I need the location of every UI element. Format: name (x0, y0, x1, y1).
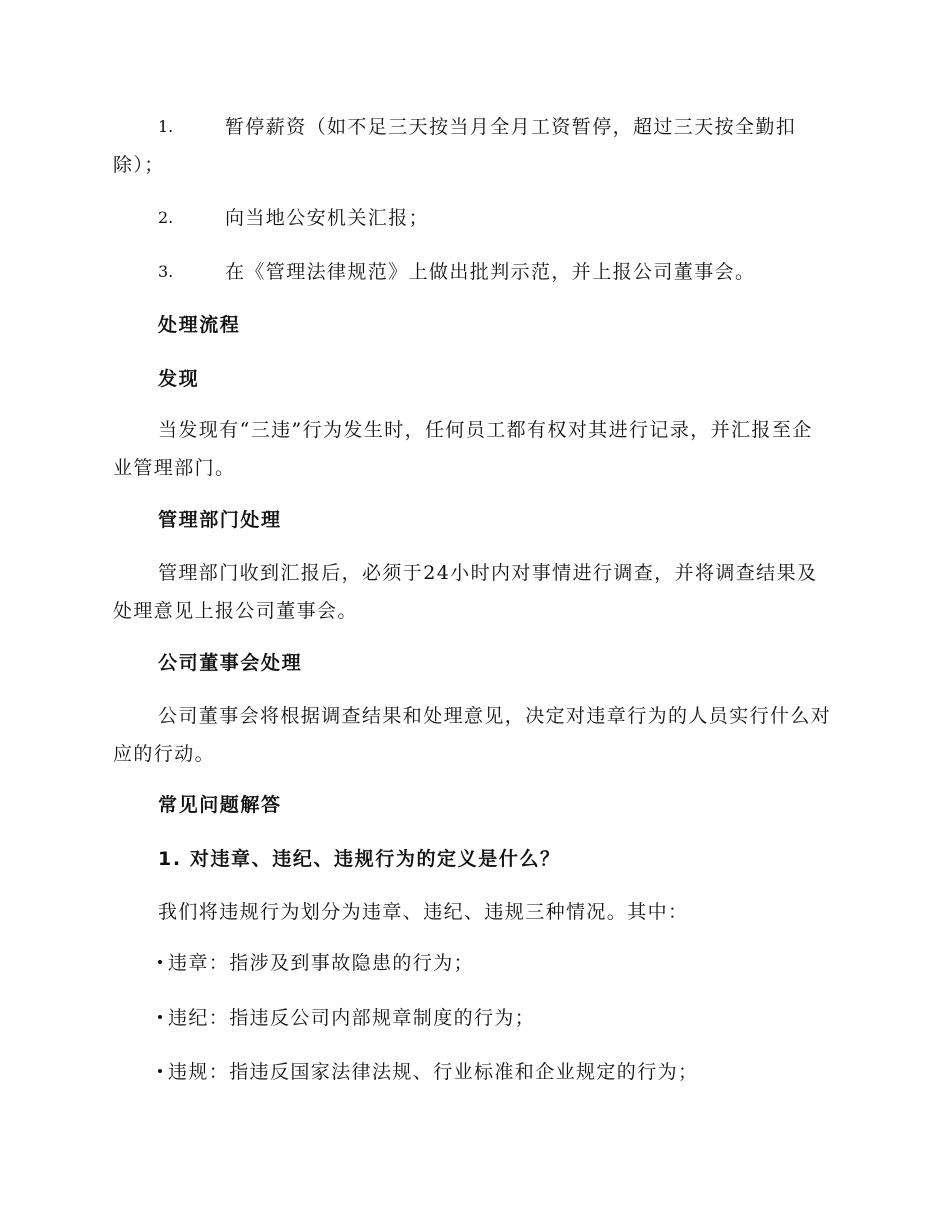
faq-question-1: 1. 对违章、违纪、违规行为的定义是什么？ (158, 848, 561, 870)
bullet-item-1 (158, 948, 474, 978)
item-number: 1. (158, 117, 174, 136)
bullet-dot-icon (158, 1015, 162, 1019)
bullet-text: 违规：指违反国家法律法规、行业标准和企业规定的行为； (168, 1061, 699, 1083)
section-heading-process: 处理流程 (158, 314, 241, 336)
bullet-text: 违章：指涉及到事故隐患的行为； (168, 952, 475, 974)
bullet-dot-icon (158, 960, 162, 964)
item-text: 在《管理法律规范》上做出批判示范，并上报公司董事会。 (225, 261, 756, 283)
section-heading-faq: 常见问题解答 (158, 794, 282, 816)
paragraph-board: 公司董事会将根据调查结果和处理意见，决定对违章行为的人员实行什么对应的行动。 (113, 705, 832, 765)
paragraph-discover: 当发现有“三违”行为发生时，任何员工都有权对其进行记录，并汇报至企业管理部门。 (113, 419, 813, 479)
bullet-item-3 (158, 1057, 698, 1087)
faq-answer-intro: 我们将违规行为划分为违章、违纪、违规三种情况。其中： (158, 901, 689, 923)
bullet-text: 违纪：指违反公司内部规章制度的行为； (168, 1007, 536, 1029)
item-text: 向当地公安机关汇报； (225, 207, 430, 229)
item-number: 3. (158, 262, 174, 281)
paragraph-management: 管理部门收到汇报后，必须于24小时内对事情进行调查，并将调查结果及处理意见上报公司董事会。 (113, 562, 818, 622)
subheading-management: 管理部门处理 (158, 509, 282, 531)
bullet-item-2 (158, 1003, 535, 1033)
numbered-item-1 (113, 108, 833, 184)
numbered-item-3 (113, 253, 833, 291)
item-text: 暂停薪资（如不足三天按当月全月工资暂停，超过三天按全勤扣除）； (113, 116, 797, 176)
item-number: 2. (158, 208, 174, 227)
numbered-item-2 (113, 199, 833, 237)
bullet-dot-icon (158, 1069, 162, 1073)
subheading-discover: 发现 (158, 368, 200, 390)
subheading-board: 公司董事会处理 (158, 652, 303, 674)
